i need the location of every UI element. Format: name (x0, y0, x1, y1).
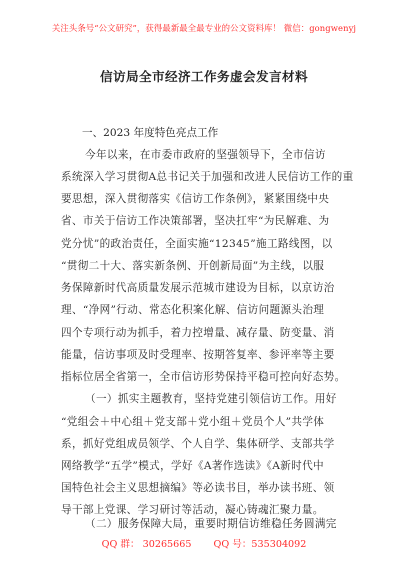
body-line: “贯彻二十大、落实新条例、开创新局面”为主线，以服 (61, 260, 325, 272)
body-line: 指标位居全省第一，全市信访形势保持平稳可控向好态势。 (61, 371, 346, 383)
body-line: 系统深入学习贯彻A总书记关于加强和改进人民信访工作的重 (61, 171, 354, 183)
footer-contact (0, 536, 408, 550)
body-line: “党组会＋中心组＋党支部＋党小组＋党员个人”共学体 (61, 416, 325, 428)
body-line: 导干部上党课、学习研讨等活动，凝心铸魂汇聚力量。 (61, 504, 324, 516)
body-line: 党分忧”的政治责任，全面实施“12345”施工路线图，以 (61, 238, 333, 250)
body-line: 今年以来，在市委市政府的坚强领导下，全市信访 (85, 149, 326, 161)
footer-qq-number: QQ 号：535304092 (213, 539, 307, 550)
document-title: 信访局全市经济工作务虚会发言材料 (100, 69, 308, 84)
body-line: 能量，信访事项及时受理率、按期答复率、参评率等主要 (61, 349, 335, 361)
body-line: （二）服务保障大局，重要时期信访维稳任务圆满完 (85, 518, 337, 530)
header-banner: 关注头条号“公文研究”，获得最新最全最专业的公文资料库！ 微信：gongwenyj (51, 23, 357, 33)
footer-qq-group: QQ 群： 30265665 (101, 539, 192, 550)
body-line: 国特色社会主义思想摘编》等必读书目，举办读书班、领 (61, 482, 335, 494)
body-line: 省、市关于信访工作决策部署，坚决扛牢“为民解难、为 (61, 215, 330, 227)
body-line: 系，抓好党组成员领学、个人自学、集体研学、支部共学 (61, 438, 335, 450)
body-line: （一）抓实主题教育，坚持党建引领信访工作。用好 (85, 393, 337, 405)
body-line: 务保障新时代高质量发展示范城市建设为目标，以京访治 (61, 282, 335, 294)
body-line: 四个专项行动为抓手，着力控增量、减存量、防变量、消 (61, 327, 335, 339)
body-line: 网络教学“五学”模式，学好《A著作选读》《A新时代中 (61, 460, 324, 472)
body-line: 要思想，深入贯彻落实《信访工作条例》，紧紧围绕中央 (61, 193, 330, 205)
body-line: 理、“净网”行动、常态化积案化解、信访问题源头治理 (61, 304, 325, 316)
section-heading: 一、2023 年度特色亮点工作 (82, 127, 219, 139)
